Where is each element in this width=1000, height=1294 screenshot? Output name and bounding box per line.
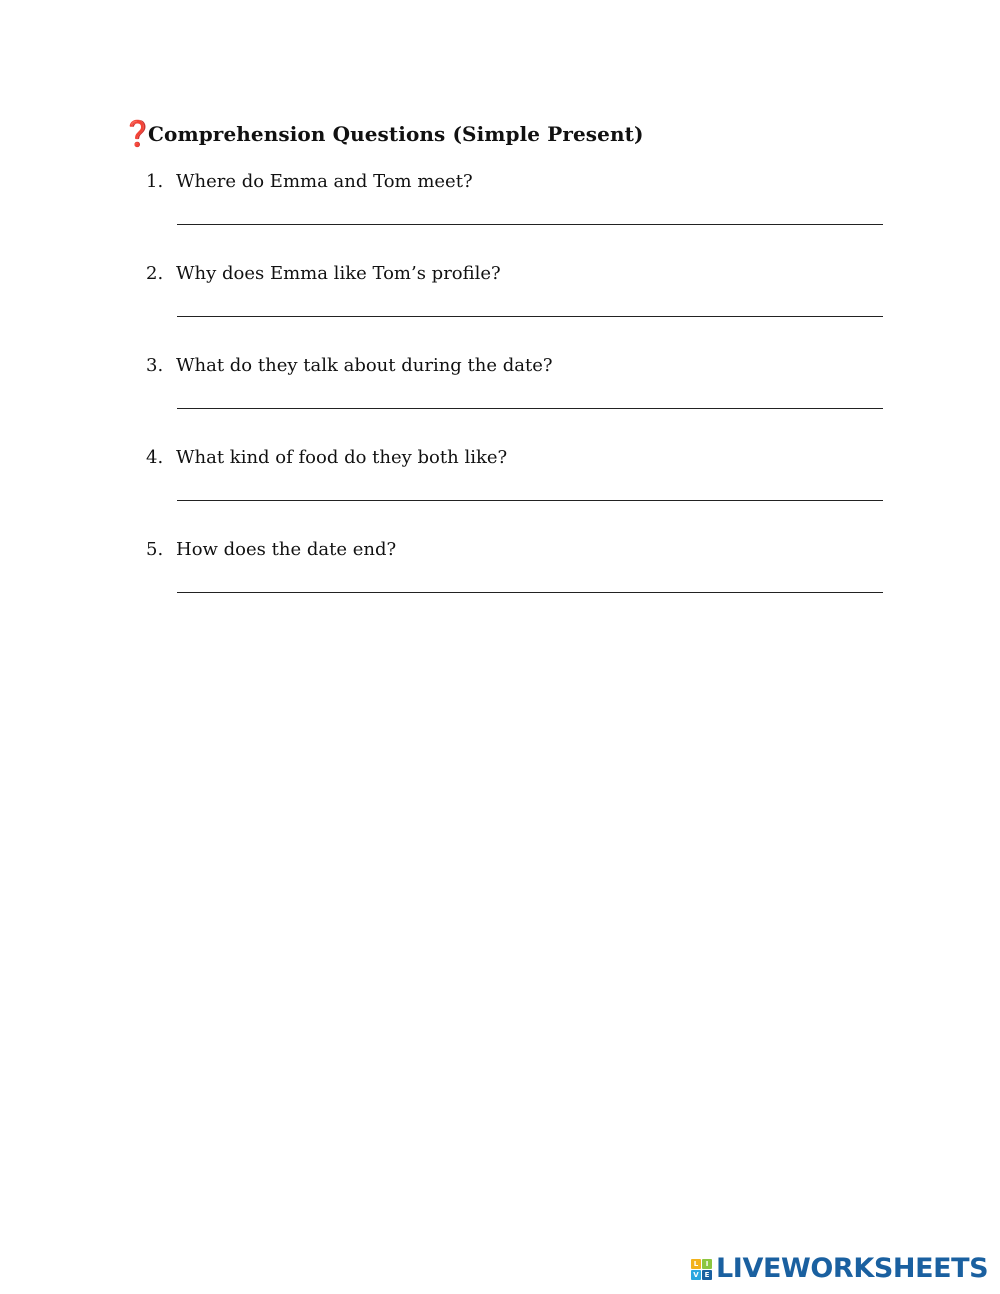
logo-tile-i: I <box>702 1259 712 1269</box>
question-text: What kind of food do they both like? <box>176 447 508 468</box>
question-number: 2. <box>146 263 164 284</box>
answer-line[interactable] <box>177 500 883 501</box>
liveworksheets-logo-icon <box>691 1259 712 1280</box>
answer-line[interactable] <box>177 224 883 225</box>
question-item <box>146 169 886 239</box>
question-item <box>146 261 886 331</box>
liveworksheets-logo <box>691 1254 988 1284</box>
question-number: 5. <box>146 539 164 560</box>
question-number: 1. <box>146 171 164 192</box>
logo-tile-v: V <box>691 1270 701 1280</box>
question-item <box>146 537 886 607</box>
section-title: Comprehension Questions (Simple Present) <box>148 122 644 146</box>
logo-text: LIVEWORKSHEETS <box>716 1253 989 1284</box>
question-text: Why does Emma like Tom’s profile? <box>176 263 501 284</box>
question-number: 3. <box>146 355 164 376</box>
answer-line[interactable] <box>177 316 883 317</box>
question-text: Where do Emma and Tom meet? <box>176 171 473 192</box>
question-mark-icon: ❓ <box>122 119 154 148</box>
question-number: 4. <box>146 447 164 468</box>
question-item <box>146 353 886 423</box>
answer-line[interactable] <box>177 408 883 409</box>
logo-tile-l: L <box>691 1259 701 1269</box>
question-item <box>146 445 886 515</box>
answer-line[interactable] <box>177 592 883 593</box>
logo-tile-e: E <box>702 1270 712 1280</box>
question-text: What do they talk about during the date? <box>176 355 553 376</box>
question-text: How does the date end? <box>176 539 397 560</box>
section-heading <box>122 120 644 148</box>
